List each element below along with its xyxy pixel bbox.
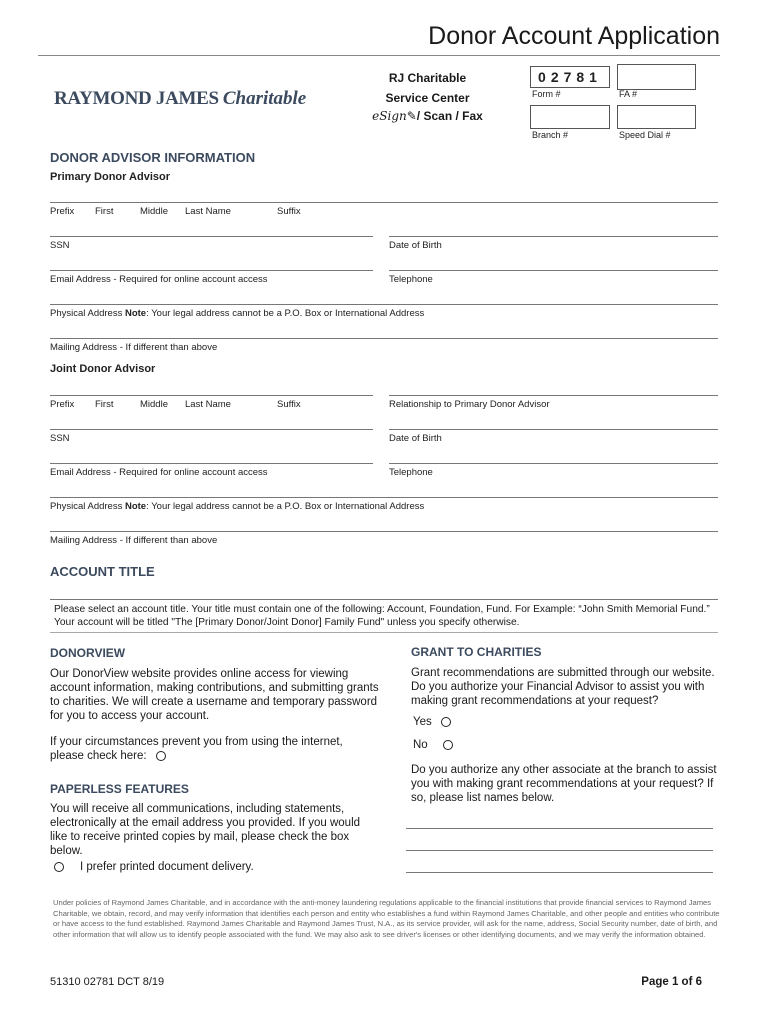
joint-physical-address-label: Physical Address Note: Your legal address cannot be a P.O. Box or International Address [50, 501, 425, 512]
primary-physical-address-label: Physical Address Note: Your legal address cannot be a P.O. Box or International Address [50, 308, 425, 319]
logo-main-text: RAYMOND JAMES [54, 88, 219, 109]
pen-icon: ✎ [406, 109, 417, 123]
associate-name-input-3[interactable] [406, 872, 713, 873]
primary-name-input[interactable] [50, 202, 718, 203]
logo-sub-text: Charitable [222, 88, 307, 109]
joint-name-input[interactable] [50, 395, 373, 396]
joint-ssn-label: SSN [50, 433, 70, 444]
donorview-text: Our DonorView website provides online access for viewing account information, making contributions, and submitting grants to charities. We will create a username and temporary password for you to access your account. [50, 668, 379, 722]
joint-dob-input[interactable] [389, 429, 718, 430]
printed-delivery-label: I prefer printed document delivery. [80, 861, 254, 873]
joint-last-label: Last Name [185, 399, 231, 410]
primary-suffix-label: Suffix [277, 206, 301, 217]
printed-delivery-radio[interactable] [54, 862, 64, 872]
page-number: Page 1 of 6 [641, 976, 702, 988]
primary-telephone-input[interactable] [389, 270, 718, 271]
header-rule [38, 55, 720, 56]
primary-ssn-label: SSN [50, 240, 70, 251]
primary-first-label: First [95, 206, 114, 217]
primary-physical-address-input[interactable] [50, 304, 718, 305]
grant-heading: GRANT TO CHARITIES [411, 645, 542, 659]
joint-physical-address-input[interactable] [50, 497, 718, 498]
donorview-check-row [50, 735, 370, 763]
form-code: 51310 02781 DCT 8/19 [50, 976, 165, 988]
donor-advisor-heading: DONOR ADVISOR INFORMATION [50, 150, 256, 165]
primary-telephone-label: Telephone [389, 274, 433, 285]
joint-mailing-address-label: Mailing Address - If different than above [50, 535, 218, 546]
account-title-heading: ACCOUNT TITLE [50, 564, 155, 579]
internet-exception-radio[interactable] [156, 751, 166, 761]
form-number-label: Form # [532, 89, 561, 99]
fa-number-label: FA # [619, 89, 638, 99]
joint-email-label: Email Address - Required for online account access [50, 467, 268, 478]
associate-name-input-1[interactable] [406, 828, 713, 829]
primary-middle-label: Middle [140, 206, 168, 217]
form-title: Donor Account Application [428, 22, 720, 50]
primary-ssn-input[interactable] [50, 236, 373, 237]
grant-text: Grant recommendations are submitted through our website. Do you authorize your Financial Advisor to assist you with making grant recommendations at your request? [411, 667, 715, 707]
grant-yes-radio[interactable] [441, 717, 451, 727]
primary-mailing-address-input[interactable] [50, 338, 718, 339]
account-title-input[interactable] [50, 599, 718, 600]
printed-delivery-option [54, 860, 254, 874]
primary-prefix-label: Prefix [50, 206, 75, 217]
grant-no-label: No [413, 739, 428, 751]
account-title-divider [50, 632, 718, 633]
joint-telephone-input[interactable] [389, 463, 718, 464]
grant-no-option [413, 738, 453, 752]
grant-yes-label: Yes [413, 716, 432, 728]
joint-suffix-label: Suffix [277, 399, 301, 410]
primary-dob-label: Date of Birth [389, 240, 442, 251]
donorview-heading: DONORVIEW [50, 646, 126, 660]
primary-mailing-address-label: Mailing Address - If different than above [50, 342, 218, 353]
account-title-instructions: Please select an account title. Your title must contain one of the following: Account, Foundation, Fund. For Example: “John Smith Memorial Fund.” Your account will be titled "The [Primary Donor/Joint Donor] Family Fund" unless you specify otherwise. [54, 604, 710, 628]
joint-mailing-address-input[interactable] [50, 531, 718, 532]
joint-telephone-label: Telephone [389, 467, 433, 478]
paperless-heading: PAPERLESS FEATURES [50, 782, 189, 796]
primary-donor-heading: Primary Donor Advisor [50, 171, 171, 183]
joint-relationship-input[interactable] [389, 395, 718, 396]
primary-dob-input[interactable] [389, 236, 718, 237]
joint-relationship-label: Relationship to Primary Donor Advisor [389, 399, 550, 410]
joint-prefix-label: Prefix [50, 399, 75, 410]
esign-mark: eSign [372, 109, 407, 123]
primary-email-label: Email Address - Required for online account access [50, 274, 268, 285]
joint-first-label: First [95, 399, 114, 410]
grant-no-radio[interactable] [443, 740, 453, 750]
joint-dob-label: Date of Birth [389, 433, 442, 444]
branch-number-label: Branch # [532, 130, 569, 140]
scan-fax-label: / Scan / Fax [416, 109, 483, 123]
grant-other-associate-text: Do you authorize any other associate at the branch to assist you with making grant recommendations at your request? If so, please list names below. [411, 764, 717, 804]
grant-yes-option [413, 715, 451, 729]
joint-ssn-input[interactable] [50, 429, 373, 430]
aml-disclaimer: Under policies of Raymond James Charitable, and in accordance with the anti-money laundering regulations applicable to the financial institutions that provide financial services to Raymond James Charitable, we obtain, record, and may verify information that identifies each person and entity who establishes a fund within Raymond James Charitable, and other people and entities who contribute or have access to the fund established. Raymond James Charitable and Raymond James Trust, N.A., as its service provider, will ask for the name, address, Social Security number, date of birth, and other information that will allow us to identify people associated with the fund. We may also ask to see driver's licenses or other identifying documents, and we may verify the information obtained. [53, 898, 720, 939]
joint-email-input[interactable] [50, 463, 373, 464]
fa-number-field[interactable] [617, 64, 696, 90]
service-center-line1: RJ Charitable [388, 71, 467, 85]
paperless-text: You will receive all communications, including statements, electronically at the email address you provided. If you would like to receive printed copies by mail, please check the box below. [50, 803, 361, 857]
form-number-box: 02781 [530, 66, 610, 88]
service-center-line2: Service Center [385, 91, 470, 105]
submission-methods [345, 109, 510, 123]
joint-donor-heading: Joint Donor Advisor [50, 363, 156, 375]
associate-name-input-2[interactable] [406, 850, 713, 851]
speed-dial-field[interactable] [617, 105, 696, 129]
branch-number-field[interactable] [530, 105, 610, 129]
joint-middle-label: Middle [140, 399, 168, 410]
primary-last-label: Last Name [185, 206, 231, 217]
raymond-james-logo [54, 88, 306, 110]
primary-email-input[interactable] [50, 270, 373, 271]
speed-dial-label: Speed Dial # [619, 130, 671, 140]
donorview-check-text: If your circumstances prevent you from using the internet, please check here: [50, 736, 343, 762]
